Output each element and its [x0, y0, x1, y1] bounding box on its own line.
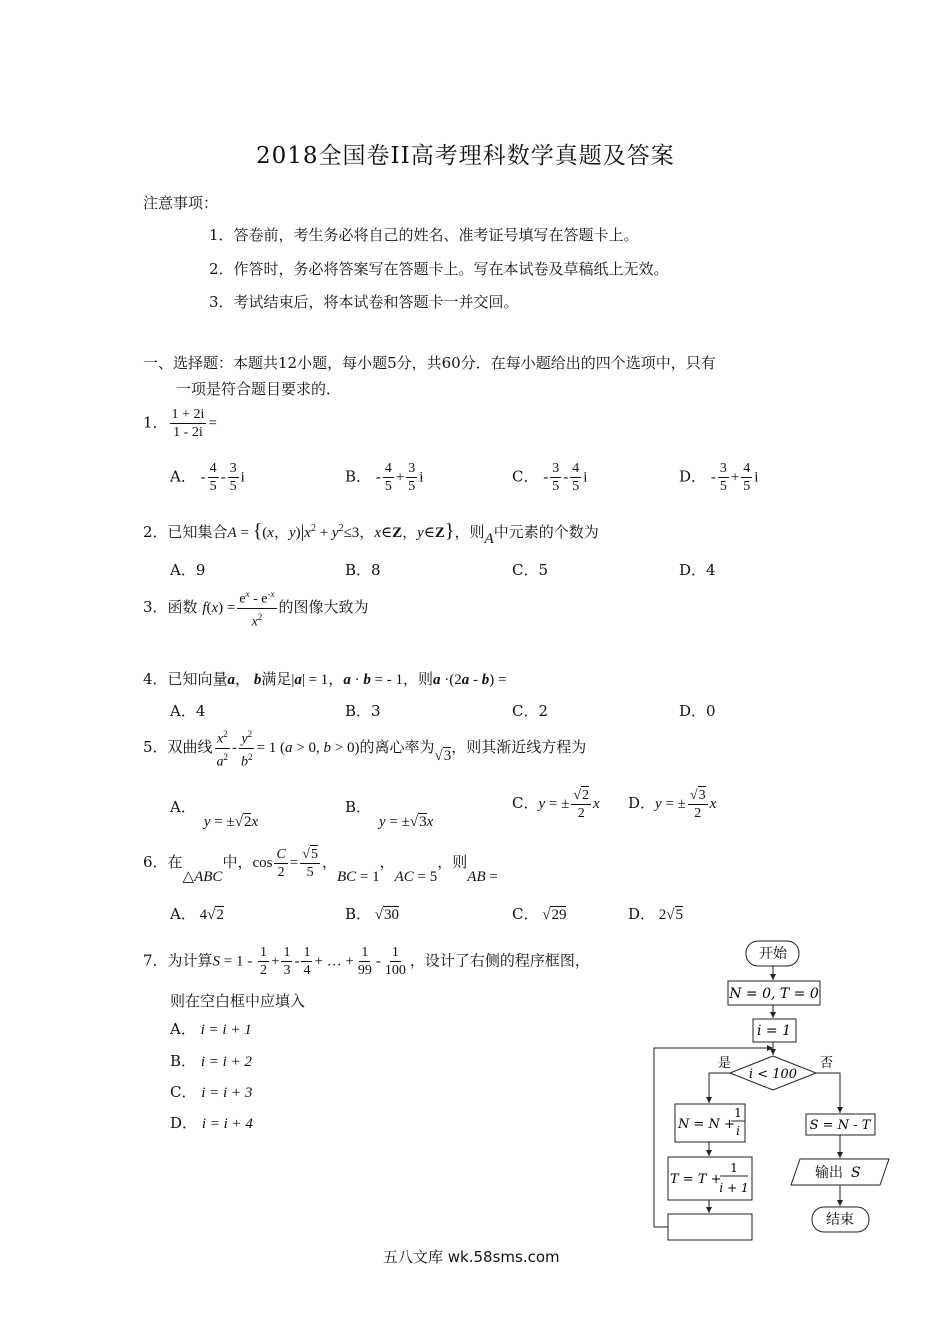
q1-option-c: C． - $\frac{3}{5}$ - $\frac{4}{5}$ i	[512, 461, 588, 494]
q7-option-d: D． i = i + 4	[170, 1114, 253, 1132]
q7-option-b: B． i = i + 2	[170, 1052, 252, 1070]
notice-item-2: 2．作答时，务必将答案写在答题卡上。写在本试卷及草稿纸上无效。	[209, 260, 669, 278]
question-6: 6．在△ABC中，cos $\frac{C}{2}$ = $\frac{√5}{5}$ ，BC = 1，AC = 5，则AB =	[143, 846, 498, 885]
flow-step-t-fraction	[719, 1161, 748, 1195]
q2-option-b: B．8	[345, 561, 381, 579]
q1-fraction: $\frac{1 + 2i}{1 - 2i}$	[171, 407, 205, 440]
footer-watermark: 五八文库 wk.58sms.com	[383, 1248, 560, 1266]
q5-option-d: D．y = ± $\frac{√3}{2}$ x	[628, 788, 717, 821]
flow-output-var: S	[851, 1165, 861, 1181]
flow-init-i-label: i = 1	[756, 1023, 792, 1039]
flow-end-label: 结束	[826, 1212, 854, 1228]
q6-option-a: A． 4√2	[170, 905, 224, 923]
q4-option-c: C．2	[512, 702, 549, 720]
q5-option-a: A．y = ±√2x	[170, 798, 259, 830]
q7-option-c: C． i = i + 3	[170, 1083, 253, 1101]
question-7: 7．为计算S = 1 - $\frac{1}{2}$ + $\frac{1}{3}$ - $\frac{1}{4}$ + … + $\frac{1}{99}$ - $\frac{1}{100}$ ，设计了右侧的程序框图，	[143, 945, 590, 978]
notice-item-1: 1．答卷前，考生务必将自己的姓名、准考证号填写在答题卡上。	[209, 226, 639, 244]
notice-item-3: 3．考试结束后，将本试卷和答题卡一并交回。	[209, 293, 519, 311]
flow-blank-node	[668, 1214, 752, 1240]
q4-option-a: A．4	[170, 702, 206, 720]
svg-text:i: i	[736, 1124, 740, 1138]
svg-text:1: 1	[734, 1106, 742, 1120]
question-3: 3．函数 f(x) = $\frac{e^x - e^{-x}}{x^2}$ 的图像大致为	[143, 586, 369, 630]
q6-option-c: C． √29	[512, 905, 567, 923]
question-1: 1． $\frac{1 + 2i}{1 - 2i}$ =	[143, 407, 217, 440]
flow-start-label: 开始	[759, 946, 787, 962]
q1-option-d: D． - $\frac{3}{5}$ + $\frac{4}{5}$ i	[679, 461, 759, 494]
flowchart	[640, 935, 910, 1245]
q6-option-d: D． 2√5	[628, 905, 684, 923]
q1-option-b: B． - $\frac{4}{5}$ + $\frac{3}{5}$ i	[345, 461, 424, 494]
q2-option-d: D．4	[679, 561, 716, 579]
flow-output-label: 输出	[815, 1165, 843, 1181]
flow-yes-label: 是	[718, 1056, 732, 1071]
q2-option-a: A．9	[170, 561, 206, 579]
flow-no-label: 否	[820, 1056, 834, 1071]
q6-option-b: B． √30	[345, 905, 400, 923]
section-heading: 一、选择题：本题共12小题，每小题5分，共60分．在每小题给出的四个选项中，只有	[143, 354, 716, 372]
q4-option-d: D．0	[679, 702, 716, 720]
flow-step-t-label: T = T +	[670, 1172, 722, 1187]
flow-init-label: N = 0, T = 0	[729, 986, 819, 1002]
svg-text:1: 1	[730, 1161, 738, 1175]
flow-step-n-label: N = N +	[678, 1117, 735, 1132]
page-title: 2018全国卷II高考理科数学真题及答案	[256, 143, 675, 169]
flow-step-s-label: S = N - T	[809, 1118, 871, 1133]
q5-option-c: C．y = ± $\frac{√2}{2}$ x	[512, 788, 600, 821]
question-5: 5．双曲线 $\frac{x^2}{a^2}$ - $\frac{y^2}{b^2}$ = 1 (a > 0, b > 0)的离心率为√3，则其渐近线方程为	[143, 726, 586, 770]
q2-option-c: C．5	[512, 561, 549, 579]
question-4: 4．已知向量a， b满足|a| = 1，a · b = - 1，则a ·(2a - b) =	[143, 670, 507, 688]
question-7-cont: 则在空白框中应填入	[170, 992, 306, 1010]
question-number: 1．	[143, 413, 168, 432]
flow-condition-label: i < 100	[748, 1067, 798, 1082]
q5-option-b: B．y = ±√3x	[345, 798, 434, 830]
question-2: 2．已知集合A = {(x，$y)|x^2 + y^2\le 3$，x∈Z，y∈Z}，则A中元素的个数为	[143, 520, 599, 547]
section-heading-cont: 一项是符合题目要求的．	[176, 380, 342, 398]
q4-option-b: B．3	[345, 702, 381, 720]
notice-heading: 注意事项：	[143, 194, 219, 212]
q7-option-a: A． i = i + 1	[170, 1020, 252, 1038]
q1-option-a: A． - $\frac{4}{5}$ - $\frac{3}{5}$ i	[170, 461, 245, 494]
svg-text:i + 1: i + 1	[719, 1181, 749, 1195]
